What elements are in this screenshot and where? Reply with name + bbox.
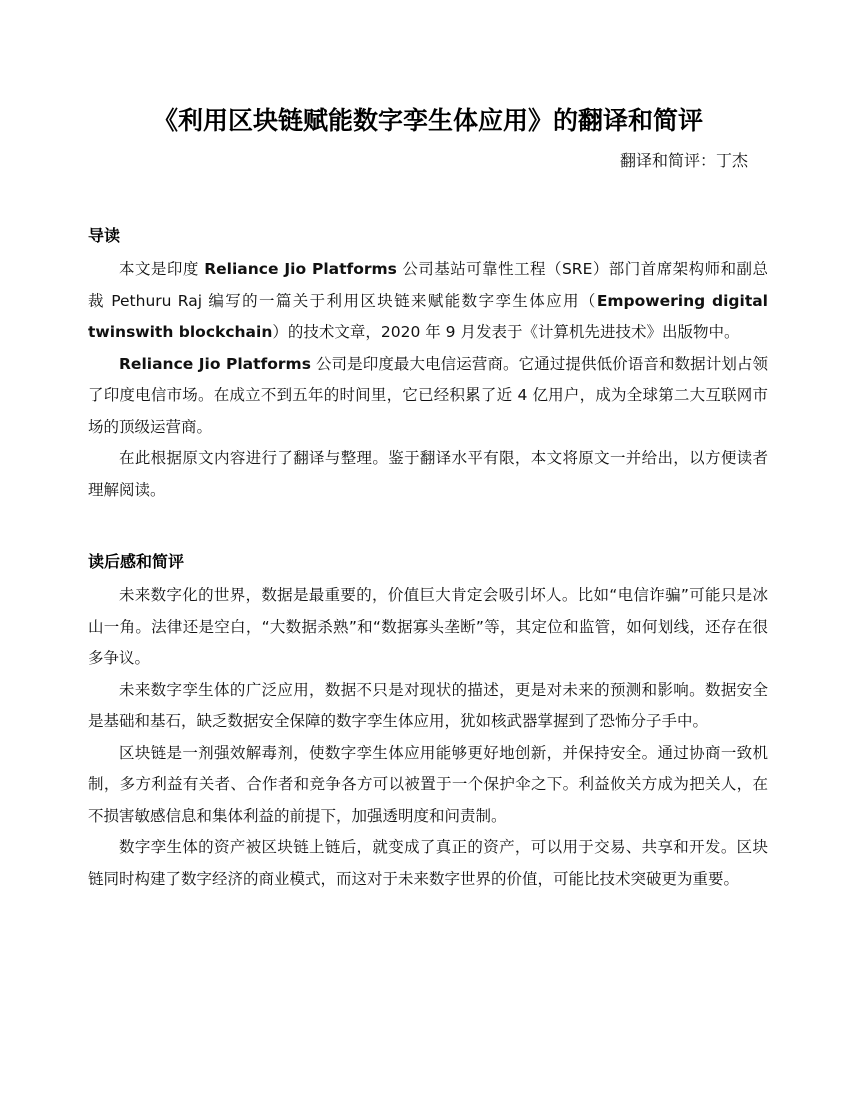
- intro-paragraph-2: [88, 349, 768, 444]
- review-paragraph-2: 未来数字孪生体的广泛应用，数据不只是对现状的描述，更是对未来的预测和影响。数据安全是基础和基石，缺乏数据安全保障的数字孪生体应用，犹如核武器掌握到了恐怖分子手中。: [88, 680, 768, 730]
- intro-p1-text-a: 本文是印度: [119, 260, 205, 278]
- intro-p2-text-b: 公司是印度最大电信运营商。它通过提供低价语音和数据计划占领了印度电信市场。在成立不到五年的时间里，它已经积累了近 4 亿用户，成为全球第二大互联网市场的顶级运营商。: [88, 354, 768, 436]
- company-name-bold-2: Reliance Jio Platforms: [119, 354, 311, 373]
- review-section: [88, 550, 768, 895]
- intro-heading: 导读: [88, 226, 121, 245]
- review-paragraph-4: 数字孪生体的资产被区块链上链后，就变成了真正的资产，可以用于交易、共享和开发。区块链同时构建了数字经济的商业模式，而这对于未来数字世界的价值，可能比技术突破更为重要。: [88, 838, 768, 888]
- document-title: 《利用区块链赋能数字孪生体应用》的翻译和简评: [152, 106, 703, 135]
- company-name-bold: Reliance Jio Platforms: [204, 260, 397, 278]
- intro-section: [88, 224, 768, 506]
- intro-p1-text-e: ）的技术文章，2020 年 9 月发表于《计算机先进技术》出版物中。: [272, 323, 740, 341]
- review-paragraph-3: 区块链是一剂强效解毒剂，使数字孪生体应用能够更好地创新，并保持安全。通过协商一致机制，多方利益有关者、合作者和竞争各方可以被置于一个保护伞之下。利益攸关方成为把关人，在不损害敏感信息和集体利益的前提下，加强透明度和问责制。: [88, 743, 768, 825]
- byline: 翻译和简评：丁杰: [619, 151, 748, 170]
- review-heading: 读后感和简评: [88, 552, 185, 571]
- article-title-english: Empowering digital twinswith blockchain: [88, 291, 768, 341]
- intro-paragraph-1: [88, 254, 768, 349]
- intro-p1-text-c: 公司基站可靠性工程（SRE）部门首席架构师和副总裁 Pethuru Raj 编写的一篇关于利用区块链来赋能数字孪生体应用（: [88, 260, 768, 310]
- review-paragraph-1: 未来数字化的世界，数据是最重要的，价值巨大肯定会吸引坏人。比如“电信诈骗”可能只是冰山一角。法律还是空白，“大数据杀熟”和“数据寡头垄断”等，其定位和监管，如何划线，还存在很多争议。: [88, 586, 768, 667]
- intro-paragraph-3: 在此根据原文内容进行了翻译与整理。鉴于翻译水平有限，本文将原文一并给出，以方便读者理解阅读。: [88, 449, 768, 499]
